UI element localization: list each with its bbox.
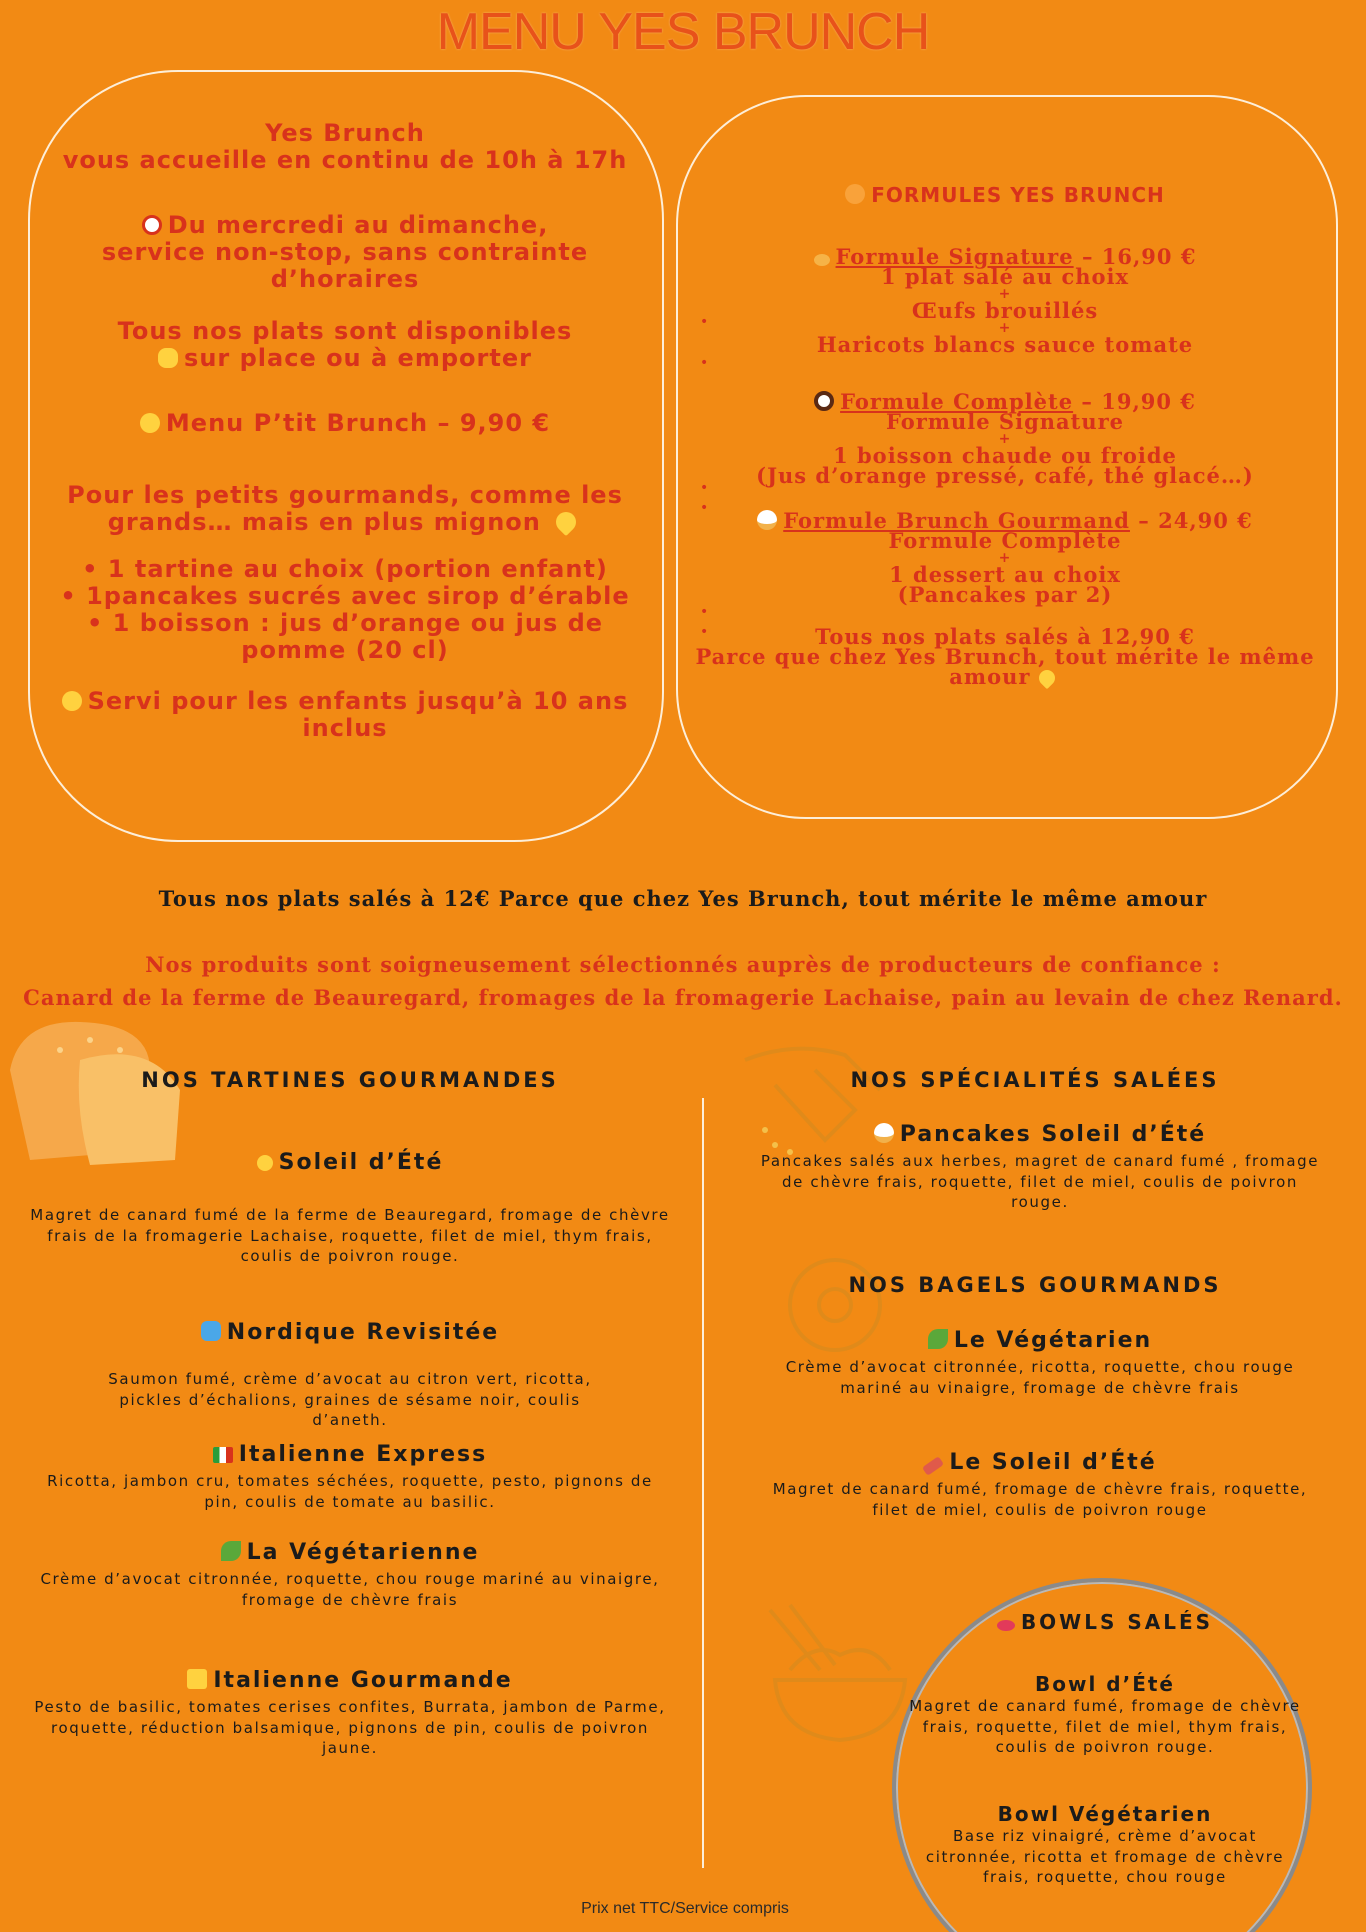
dish-desc: Magret de canard fumé, fromage de chèvre frais, roquette, filet de miel, coulis de poivron rouge <box>772 1480 1308 1519</box>
bagel-item <box>760 1328 1320 1398</box>
dish-name: Pancakes Soleil d’Été <box>899 1122 1207 1147</box>
formula-line: (Jus d’orange pressé, café, thé glacé…) <box>756 463 1254 488</box>
page-title: MENU YES BRUNCH <box>436 3 930 61</box>
bagel-item <box>760 1450 1320 1520</box>
dish-desc: Base riz vinaigré, crème d’avocat citronnée, ricotta et fromage de chèvre frais, roquette, chou rouge <box>925 1827 1285 1886</box>
formula-line: Formule Signature <box>885 409 1125 434</box>
intro-line: vous accueille en continu de 10h à 17h <box>62 146 628 174</box>
smiling-sun-icon <box>257 1155 273 1171</box>
dish-name: Le Végétarien <box>953 1328 1153 1353</box>
kids-item: • 1 tartine au choix (portion enfant) <box>82 555 608 583</box>
croissant-icon <box>814 254 830 266</box>
column-divider <box>702 1098 704 1868</box>
formula-price: – 19,90 € <box>1081 389 1196 414</box>
pancakes-icon <box>757 510 777 530</box>
bullet: • <box>700 624 709 640</box>
baby-face-icon <box>140 413 160 433</box>
kids-desc: Pour les petits gourmands, comme les <box>67 481 623 509</box>
formula-line: 1 boisson chaude ou froide <box>833 443 1177 468</box>
served-line: Servi pour les enfants jusqu’à 10 ans <box>87 687 629 715</box>
left-box-content <box>30 120 660 742</box>
kids-desc: grands… mais en plus mignon <box>107 508 541 536</box>
dish-name: Nordique Revisitée <box>226 1320 500 1345</box>
rice-bowl-icon <box>760 1600 920 1755</box>
yellow-heart-icon <box>552 508 580 536</box>
formula-line: (Pancakes par 2) <box>897 582 1113 607</box>
formula-name: Formule Brunch Gourmand <box>783 508 1130 533</box>
formula-line: Œufs brouillés <box>911 298 1099 323</box>
formula-price: – 24,90 € <box>1138 508 1253 533</box>
dish-name: Le Soleil d’Été <box>949 1450 1157 1475</box>
dish-desc: Magret de canard fumé, fromage de chèvre frais, roquette, filet de miel, thym frais, coulis de poivron rouge. <box>909 1697 1301 1756</box>
tartine-item <box>30 1320 670 1431</box>
tagline: Tous nos plats salés à 12€ Parce que chez Yes Brunch, tout mérite le même amour <box>158 886 1208 911</box>
plus: + <box>998 320 1012 336</box>
pointing-hand-icon <box>158 348 178 368</box>
bullet: • <box>700 314 709 330</box>
plus: + <box>998 431 1012 447</box>
formula-name: Formule Signature <box>835 244 1074 269</box>
bagels-heading: NOS BAGELS GOURMANDS <box>848 1273 1222 1297</box>
footer-note: Prix net TTC/Service compris <box>581 1900 789 1917</box>
formula-line: Formule Complète <box>888 528 1122 553</box>
schedule-line: Du mercredi au dimanche, <box>167 211 549 239</box>
kids-item: • 1 boisson : jus d’orange ou jus de <box>86 609 604 637</box>
formula-line: 1 plat salé au choix <box>880 264 1130 289</box>
dish-name: Italienne Express <box>238 1442 488 1467</box>
dish-desc: Pancakes salés aux herbes, magret de canard fumé , fromage de chèvre frais, roquette, filet de miel, coulis de poivron rouge. <box>760 1152 1320 1211</box>
bacon-icon <box>922 1456 944 1476</box>
dish-desc: Magret de canard fumé de la ferme de Beauregard, fromage de chèvre frais de la fromagerie Lachaise, roquette, filet de miel, thym frais, coulis de poivron rouge. <box>30 1206 670 1265</box>
wave-icon <box>201 1321 221 1341</box>
tartine-item <box>30 1540 670 1610</box>
served-line: inclus <box>302 714 388 742</box>
schedule-line: d’horaires <box>270 265 420 293</box>
sourcing-line: Canard de la ferme de Beauregard, fromages de la fromagerie Lachaise, pain au levain de chez Renard. <box>23 985 1343 1010</box>
tartines-heading: NOS TARTINES GOURMANDES <box>141 1068 559 1092</box>
tartine-item <box>30 1668 670 1759</box>
bowls-heading-wrap <box>900 1610 1310 1634</box>
kids-menu-title: Menu P’tit Brunch – 9,90 € <box>165 409 551 437</box>
bullet: • <box>700 604 709 620</box>
availability-line: sur place ou à emporter <box>184 344 532 372</box>
dish-name: La Végétarienne <box>246 1540 480 1565</box>
salty-price-line: Parce que chez Yes Brunch, tout mérite le même <box>695 644 1315 669</box>
dish-name: Bowl d’Été <box>1035 1672 1175 1696</box>
specialite-item <box>760 1122 1320 1213</box>
dish-desc: Crème d’avocat citronnée, ricotta, roquette, chou rouge mariné au vinaigre, fromage de chèvre frais <box>785 1358 1295 1397</box>
bullet: • <box>700 500 709 516</box>
plus: + <box>998 550 1012 566</box>
kids-item: • 1pancakes sucrés avec sirop d’érable <box>60 582 630 610</box>
sourcing-line: Nos produits sont soigneusement sélectionnés auprès de producteurs de confiance : <box>145 952 1221 977</box>
cheese-icon <box>187 1669 207 1689</box>
pancakes-icon <box>874 1123 894 1143</box>
tartine-item <box>30 1150 670 1267</box>
salty-price-line: Tous nos plats salés à 12,90 € <box>815 624 1195 649</box>
dish-desc: Crème d’avocat citronnée, roquette, chou rouge mariné au vinaigre, fromage de chèvre frais <box>40 1570 660 1609</box>
dish-desc: Pesto de basilic, tomates cerises confites, Burrata, jambon de Parme, roquette, réduction balsamique, pignons de pin, coulis de poivron jaune. <box>34 1698 666 1757</box>
alarm-clock-icon <box>142 215 162 235</box>
dish-name: Bowl Végétarien <box>997 1802 1213 1826</box>
formulas-heading: FORMULES YES BRUNCH <box>871 183 1165 207</box>
lips-icon <box>997 1620 1015 1631</box>
tartine-item <box>30 1442 670 1512</box>
formula-price: – 16,90 € <box>1081 244 1197 269</box>
formula-line: 1 dessert au choix <box>889 562 1121 587</box>
dish-desc: Ricotta, jambon cru, tomates séchées, roquette, pesto, pignons de pin, coulis de tomate au basilic. <box>47 1472 653 1511</box>
plus: + <box>998 286 1012 302</box>
kids-item: pomme (20 cl) <box>241 636 449 664</box>
formula-name: Formule Complète <box>840 389 1074 414</box>
child-face-icon <box>62 691 82 711</box>
salty-price-line: amour <box>949 664 1031 689</box>
yellow-heart-icon <box>1035 667 1058 690</box>
dish-name: Soleil d’Été <box>278 1150 444 1175</box>
bowls-heading: BOWLS SALÉS <box>1020 1610 1214 1634</box>
bowl-item <box>920 1802 1290 1888</box>
dish-name: Italienne Gourmande <box>213 1668 513 1693</box>
herb-icon <box>221 1541 241 1561</box>
coffee-cup-icon <box>814 391 834 411</box>
specialites-heading: NOS SPÉCIALITÉS SALÉES <box>850 1068 1220 1092</box>
availability-line: Tous nos plats sont disponibles <box>117 317 573 345</box>
schedule-line: service non-stop, sans contrainte <box>101 238 589 266</box>
intro-line: Yes Brunch <box>265 119 425 147</box>
orange-circle-icon <box>845 184 865 204</box>
bullet: • <box>700 355 709 371</box>
bowl-item <box>900 1672 1310 1758</box>
formula-line: Haricots blancs sauce tomate <box>816 332 1194 357</box>
herb-icon <box>928 1329 948 1349</box>
sourcing-text <box>0 948 1366 1014</box>
bullet: • <box>700 480 709 496</box>
right-box-content <box>680 184 1330 687</box>
dish-desc: Saumon fumé, crème d’avocat au citron vert, ricotta, pickles d’échalions, graines de sésame noir, coulis d’aneth. <box>108 1370 592 1429</box>
italy-flag-icon <box>213 1447 233 1463</box>
